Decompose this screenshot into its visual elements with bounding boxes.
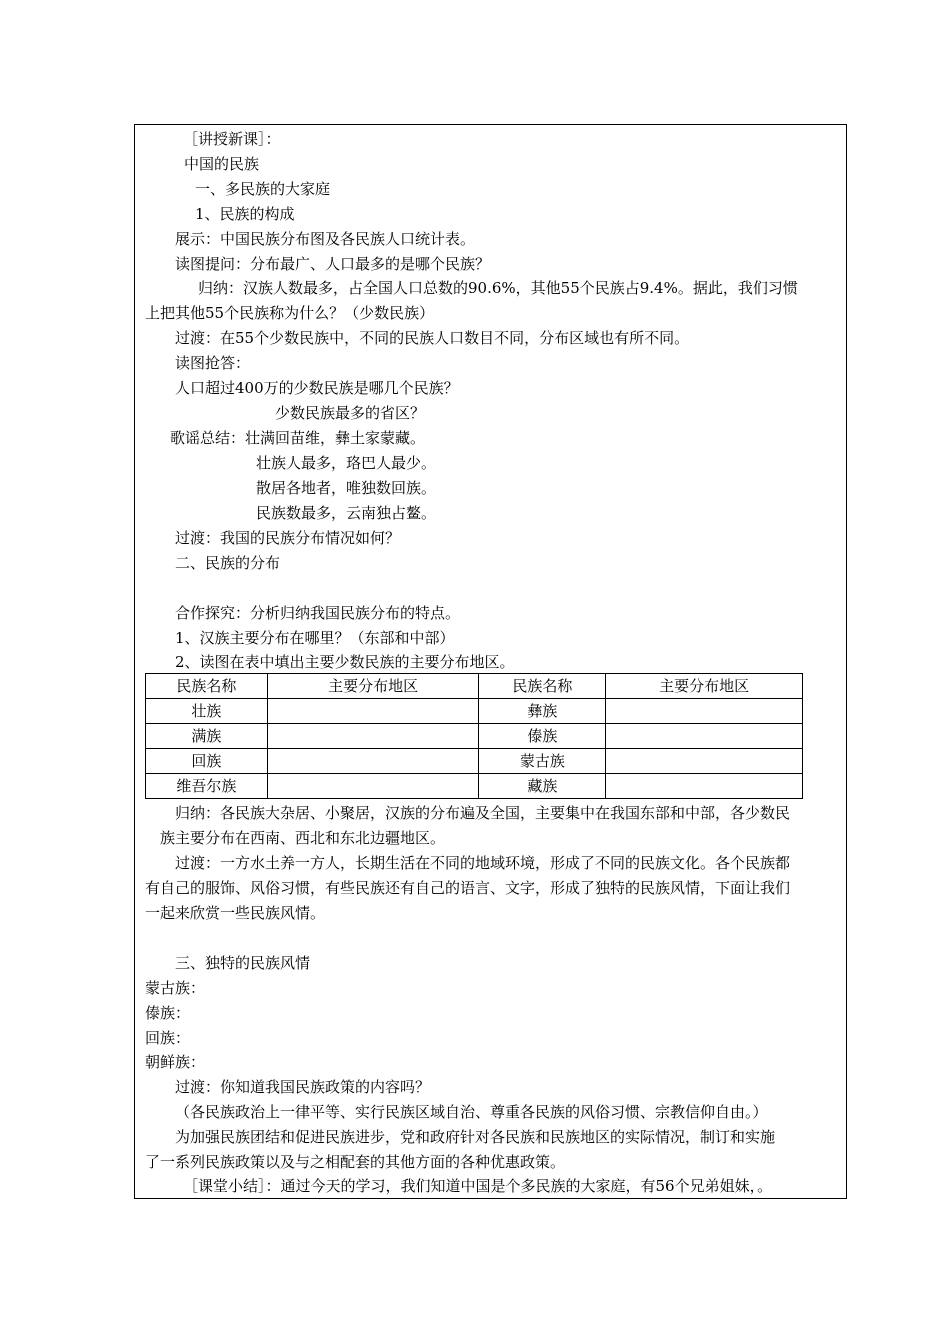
text-line: 族主要分布在西南、西北和东北边疆地区。 [160,829,446,847]
distribution-table [145,673,803,799]
table-header: 民族名称 [479,674,606,699]
table-cell [606,724,803,749]
text-line: 一起来欣赏一些民族风情。 [145,904,326,922]
table-cell: 蒙古族 [479,749,606,774]
text-line: 人口超过400万的少数民族是哪几个民族？ [175,379,459,397]
table-cell [267,774,479,799]
text-line: 过渡：在55个少数民族中，不同的民族人口数目不同，分布区域也有所不同。 [175,329,690,347]
table-cell: 藏族 [479,774,606,799]
subheading-1-1: 1、民族的构成 [195,205,295,223]
class-summary: ［课堂小结］：通过今天的学习，我们知道中国是个多民族的大家庭，有56个兄弟姐妹，。 [183,1177,773,1195]
text-line: 2、读图在表中填出主要少数民族的主要分布地区。 [175,653,515,671]
text-line: 过渡：你知道我国民族政策的内容吗？ [175,1078,431,1096]
text-line: 合作探究：分析归纳我国民族分布的特点。 [175,604,461,622]
table-row [146,699,803,724]
table-cell [606,749,803,774]
table-header: 主要分布地区 [606,674,803,699]
table-row [146,749,803,774]
table-cell: 傣族 [479,724,606,749]
ethnic-item: 蒙古族： [145,979,206,997]
text-line: 归纳：汉族人数最多，占全国人口总数的90.6%，其他55个民族占9.4%。据此，我们习惯 [198,279,798,297]
table-header: 主要分布地区 [267,674,479,699]
text-line: 读图抢答： [175,354,251,372]
lesson-title: 中国的民族 [184,155,260,173]
table-cell: 回族 [146,749,268,774]
rhyme-line: 壮族人最多，珞巴人最少。 [256,454,437,472]
table-cell [267,749,479,774]
rhyme-line: 民族数最多，云南独占鳌。 [256,504,437,522]
table-header: 民族名称 [146,674,268,699]
heading-3: 三、独特的民族风情 [175,954,311,972]
table-cell [267,724,479,749]
text-line: 为加强民族团结和促进民族进步，党和政府针对各民族和民族地区的实际情况，制订和实施 [175,1128,776,1146]
table-cell: 满族 [146,724,268,749]
table-cell: 壮族 [146,699,268,724]
ethnic-item: 傣族： [145,1004,191,1022]
table-cell [267,699,479,724]
heading-2: 二、民族的分布 [175,554,281,572]
heading-1: 一、多民族的大家庭 [195,180,331,198]
ethnic-item: 回族： [145,1029,191,1047]
section-header-new-lesson: ［讲授新课］： [183,130,281,148]
text-line: （各民族政治上一律平等、实行民族区域自治、尊重各民族的风俗习惯、宗教信仰自由。） [175,1103,768,1121]
text-line: 读图提问：分布最广、人口最多的是哪个民族？ [175,255,491,273]
text-line: 了一系列民族政策以及与之相配套的其他方面的各种优惠政策。 [145,1153,566,1171]
text-line: 过渡：一方水土养一方人，长期生活在不同的地域环境，形成了不同的民族文化。各个民族都 [175,854,791,872]
table-cell [606,699,803,724]
rhyme-line: 歌谣总结：壮满回苗维，彝土家蒙藏。 [170,429,426,447]
ethnic-item: 朝鲜族： [145,1053,206,1071]
table-header-row [146,674,803,699]
text-line: 1、汉族主要分布在哪里？（东部和中部） [175,629,455,647]
rhyme-line: 散居各地者，唯独数回族。 [256,479,437,497]
text-line: 展示：中国民族分布图及各民族人口统计表。 [175,230,476,248]
text-line: 少数民族最多的省区？ [275,404,426,422]
table-row [146,774,803,799]
text-line: 上把其他55个民族称为什么？（少数民族） [145,304,435,322]
table-cell [606,774,803,799]
table-row [146,724,803,749]
table-cell: 彝族 [479,699,606,724]
text-line: 有自己的服饰、风俗习惯，有些民族还有自己的语言、文字，形成了独特的民族风情，下面让我们 [145,879,791,897]
text-line: 过渡：我国的民族分布情况如何？ [175,529,401,547]
table-cell: 维吾尔族 [146,774,268,799]
text-line: 归纳：各民族大杂居、小聚居，汉族的分布遍及全国，主要集中在我国东部和中部，各少数民 [175,804,791,822]
